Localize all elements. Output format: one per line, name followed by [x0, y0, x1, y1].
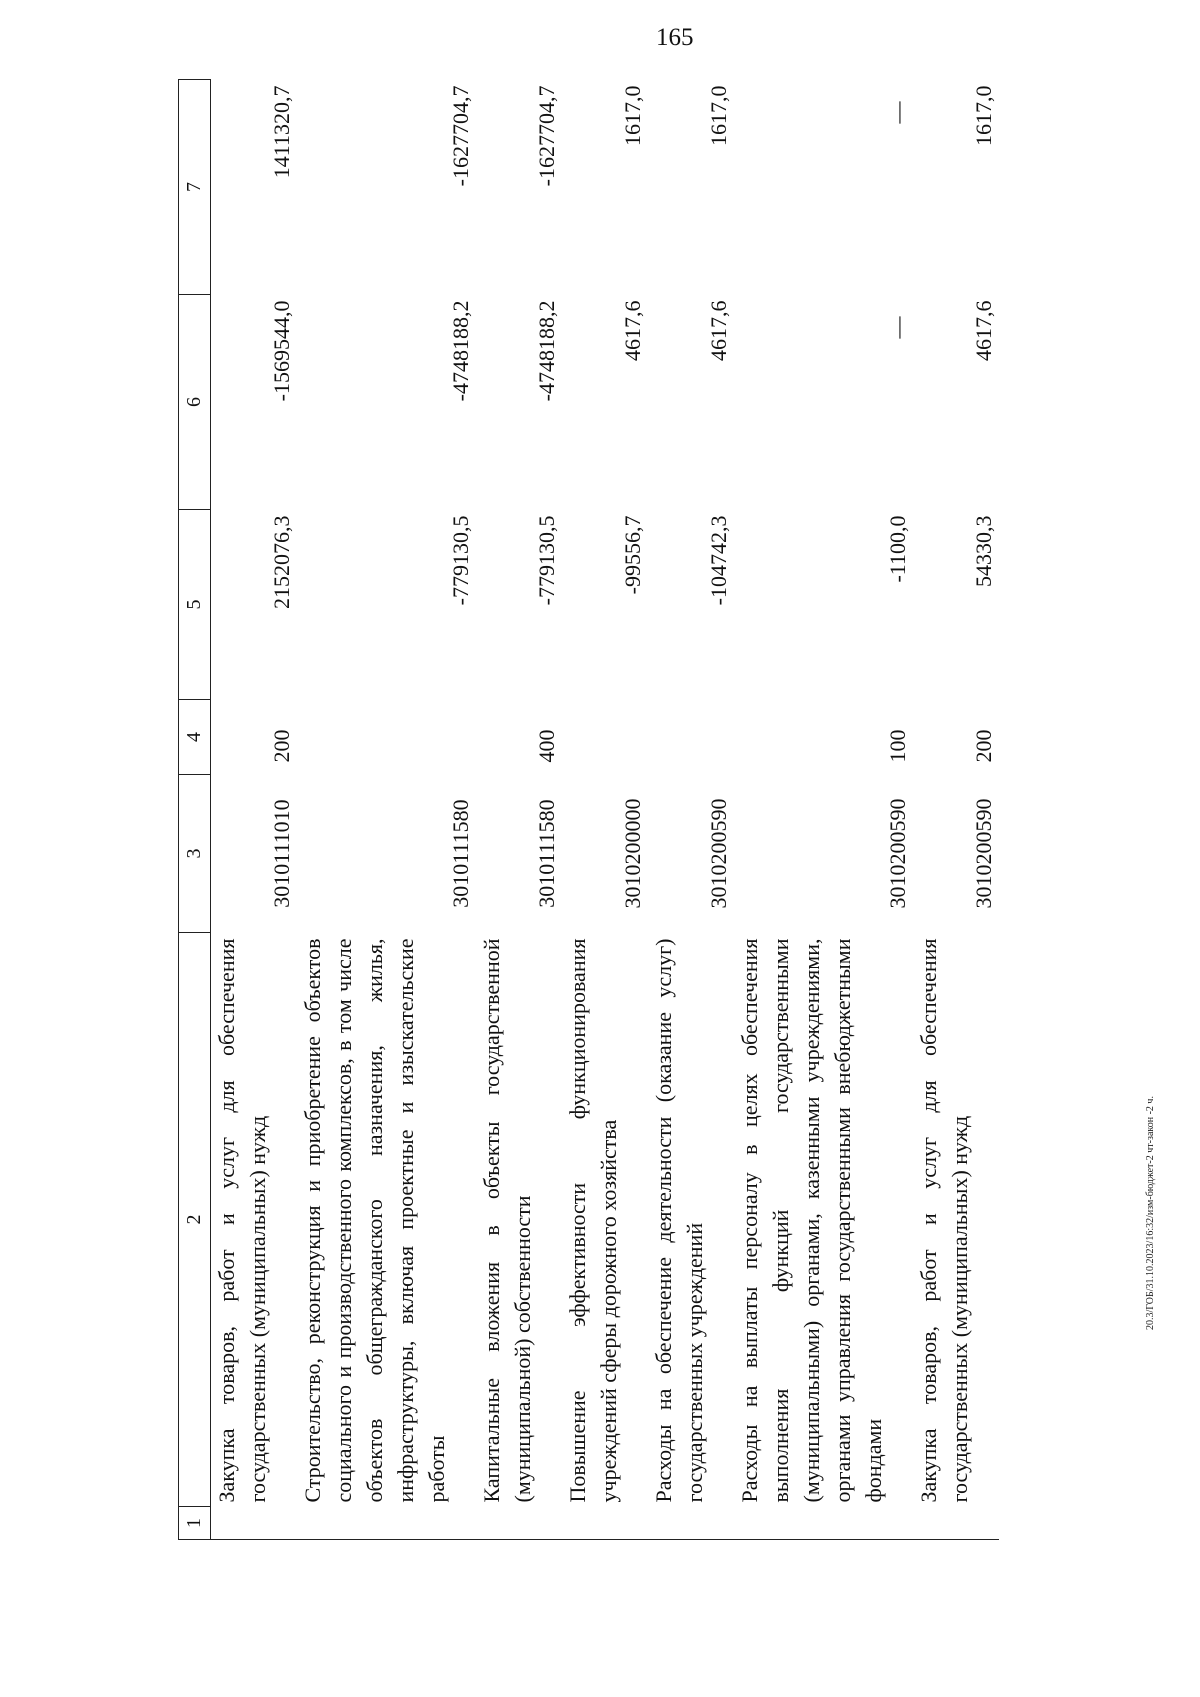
budget-table	[178, 79, 999, 1540]
table-row	[211, 80, 298, 1540]
row-col5: 54330,3	[971, 515, 996, 587]
header-col-4: 4	[179, 700, 211, 775]
row-col7: 1411320,7	[269, 85, 294, 179]
row-marker-cell	[734, 1507, 913, 1540]
table-row	[913, 80, 999, 1540]
row-code: 3010200590	[885, 798, 910, 909]
row-col5: -1100,0	[885, 515, 910, 583]
row-code: 3010200590	[971, 798, 996, 909]
row-code: 3010111580	[448, 799, 473, 908]
table-row	[734, 80, 913, 1540]
row-col7: -1627704,7	[448, 85, 473, 187]
row-code: 3010200000	[620, 798, 645, 909]
row-type: 200	[269, 729, 294, 763]
table-header-row	[179, 80, 211, 1540]
header-col-2: 2	[179, 933, 211, 1507]
row-col7: 1617,0	[971, 85, 996, 146]
row-col5: -779130,5	[448, 515, 473, 606]
row-type: 100	[885, 729, 910, 763]
header-col-7: 7	[179, 80, 211, 295]
header-col-5: 5	[179, 510, 211, 700]
page-number: 165	[656, 24, 694, 51]
row-type: 200	[971, 729, 996, 763]
table-row	[476, 80, 562, 1540]
row-description: Расходы на обеспечение деятельности (оказание услуг) государственных учреждений	[651, 938, 707, 1503]
row-type: 400	[534, 729, 559, 763]
row-marker-cell	[297, 1507, 476, 1540]
row-marker-cell	[648, 1507, 734, 1540]
table-row	[648, 80, 734, 1540]
row-col6: 4617,6	[706, 300, 731, 361]
row-code: 3010111010	[269, 799, 294, 908]
budget-table-rotated	[178, 80, 999, 1540]
header-col-1: 1	[179, 1507, 211, 1540]
row-col7-dash: —	[885, 101, 910, 124]
table-row	[562, 80, 648, 1540]
row-type	[297, 700, 476, 775]
row-description: Расходы на выплаты персоналу в целях обеспечения выполнения функций государственными (муниципальными) органами, казенными учреждениями, органами управления государственными внебюджетными фондами	[737, 938, 886, 1503]
header-col-6: 6	[179, 295, 211, 510]
row-col5: 2152076,3	[269, 515, 294, 609]
row-code: 3010111580	[534, 799, 559, 908]
row-type	[562, 700, 648, 775]
row-col7: 1617,0	[706, 85, 731, 146]
footer-stamp: 20.3/ГОБ/31.10.2023/16:32/изм-бюджет-2 чт-закон -2 ч.	[1145, 1096, 1156, 1330]
row-col6: -4748188,2	[534, 300, 559, 402]
row-col7: -1627704,7	[534, 85, 559, 187]
row-col5: -779130,5	[534, 515, 559, 606]
row-description: Закупка товаров, работ и услуг для обеспечения государственных (муниципальных) нужд	[214, 938, 270, 1503]
row-col7: 1617,0	[620, 85, 645, 146]
row-description: Строительство, реконструкция и приобретение объектов социального и производственного комплексов, в том числе объектов общегражданского назначения, жилья, инфраструктуры, включая проектные и изыскательские работы	[300, 938, 449, 1503]
row-marker-cell	[562, 1507, 648, 1540]
row-col6-dash: —	[885, 316, 910, 339]
row-marker-cell	[211, 1507, 298, 1540]
header-col-3: 3	[179, 775, 211, 933]
row-col5: -99556,7	[620, 515, 645, 595]
table-row	[297, 80, 476, 1540]
row-col5: -104742,3	[706, 515, 731, 606]
row-col6: -1569544,0	[269, 300, 294, 402]
row-code: 3010200590	[706, 798, 731, 909]
row-marker-cell	[913, 1507, 999, 1540]
row-type	[648, 700, 734, 775]
row-description: Закупка товаров, работ и услуг для обеспечения государственных (муниципальных) нужд	[916, 938, 972, 1503]
row-description: Повышение эффективности функционирования учреждений сферы дорожного хозяйства	[565, 938, 621, 1503]
row-col6: 4617,6	[620, 300, 645, 361]
row-col6: 4617,6	[971, 300, 996, 361]
row-marker-cell	[476, 1507, 562, 1540]
row-col6: -4748188,2	[448, 300, 473, 402]
row-description: Капитальные вложения в объекты государственной (муниципальной) собственности	[479, 938, 535, 1503]
